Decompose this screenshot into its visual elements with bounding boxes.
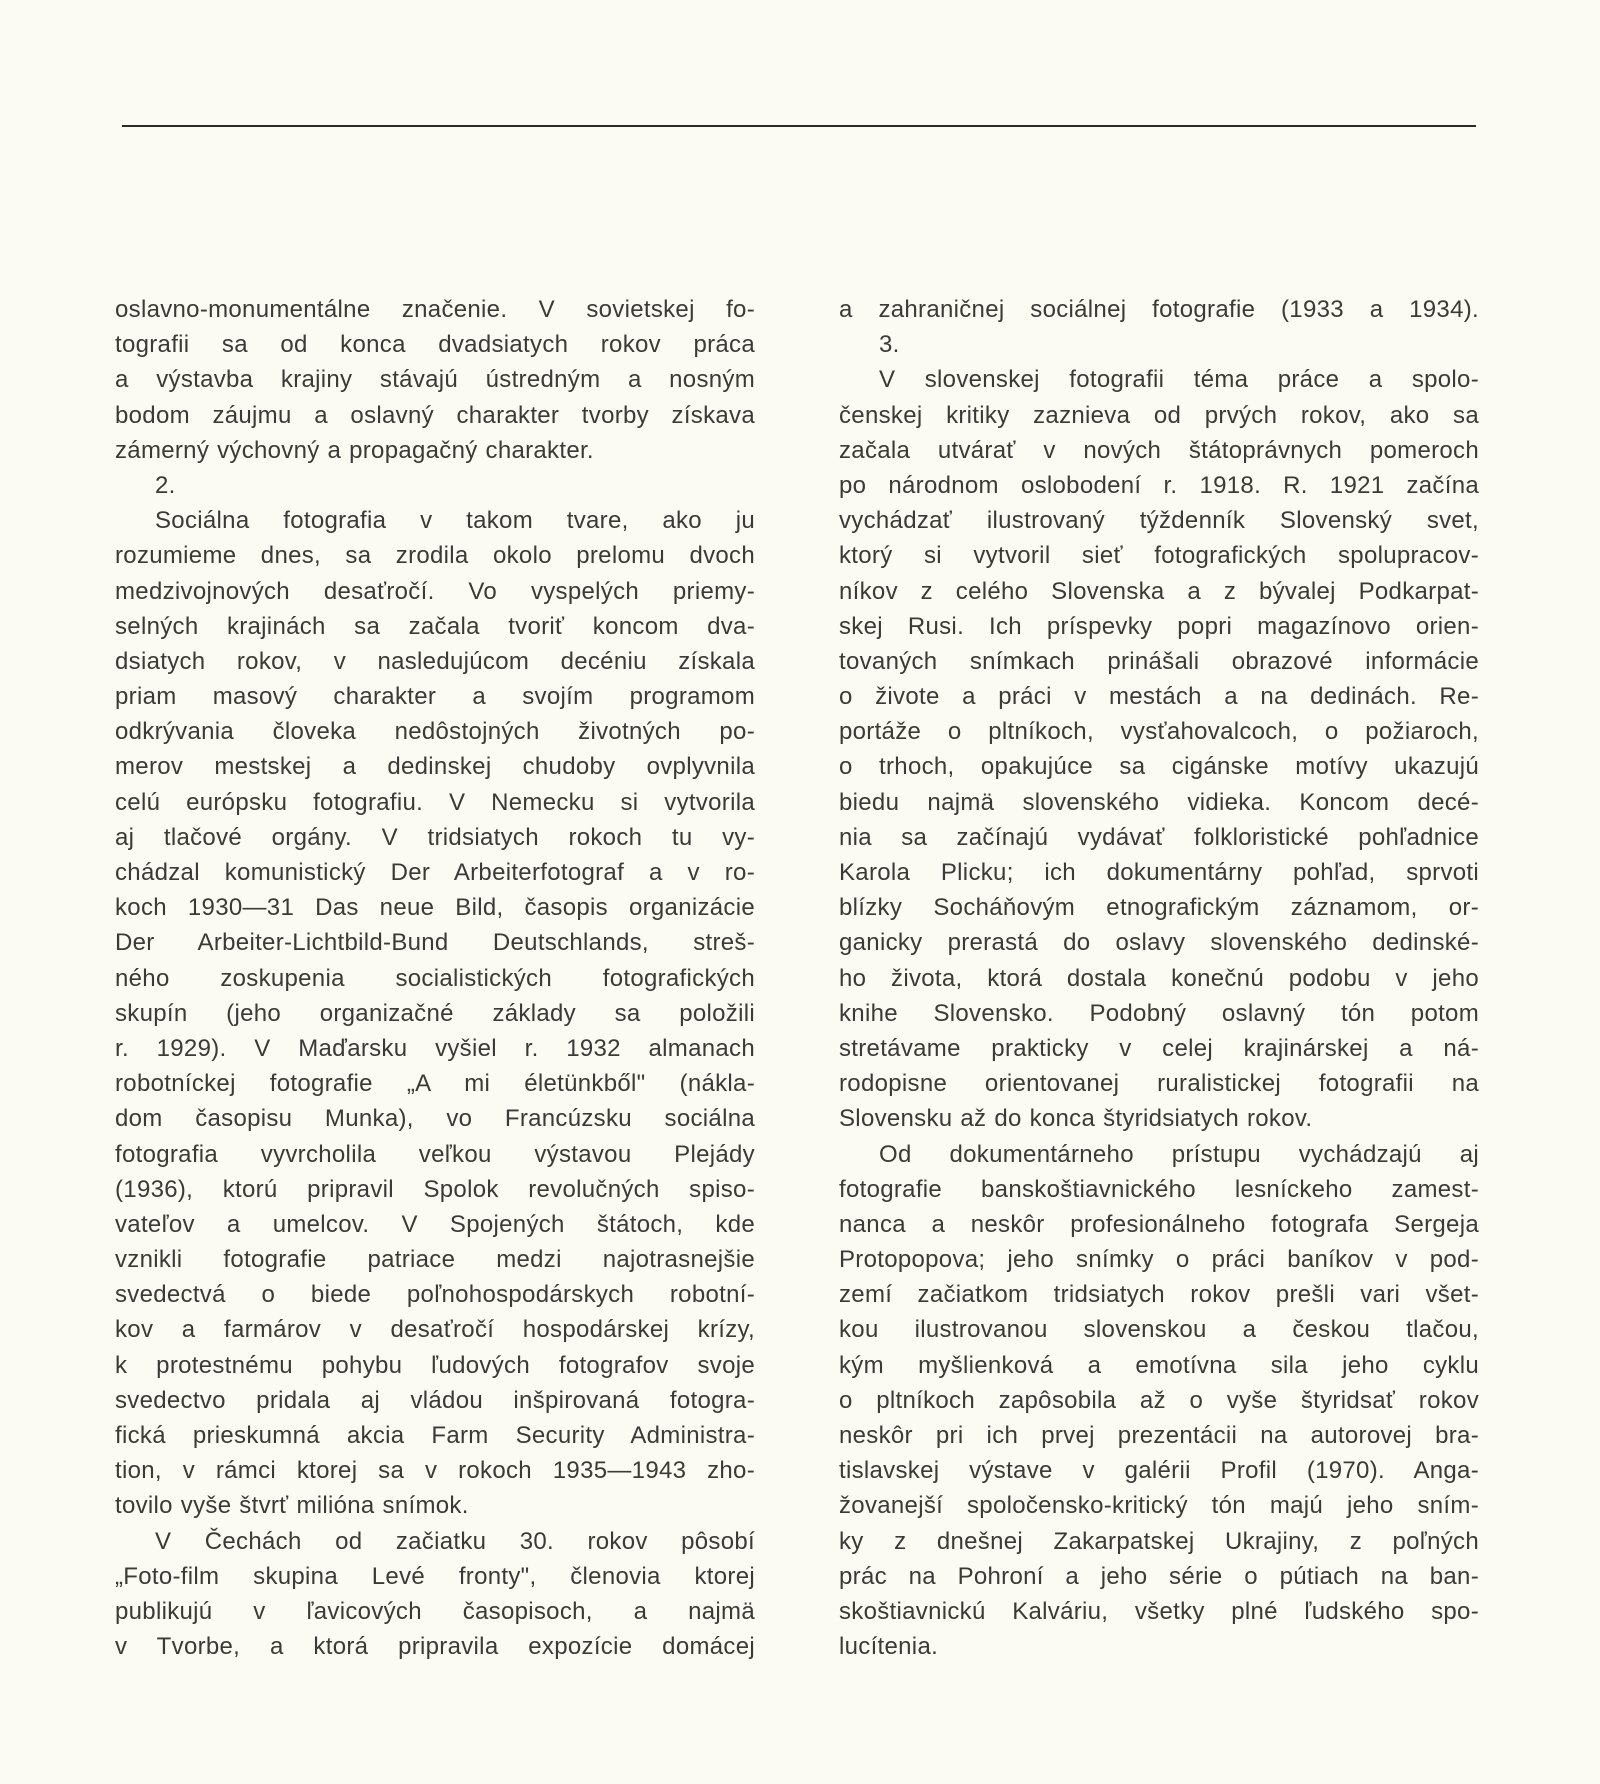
left-column-line: a výstavba krajiny stávajú ústredným a nosným <box>115 366 755 394</box>
left-column-line: odkrývania človeka nedôstojných životných po- <box>115 718 755 746</box>
right-column-line: lucítenia. <box>839 1633 939 1661</box>
right-column-line: začala utvárať v nových štátoprávnych pomeroch <box>839 436 1479 464</box>
right-column-line: rodopisne orientovanej ruralistickej fotografii na <box>839 1070 1479 1098</box>
left-column-line: publikujú v ľavicových časopisoch, a najmä <box>115 1597 755 1625</box>
right-column-line: nanca a neskôr profesionálneho fotografa Sergeja <box>839 1210 1479 1238</box>
left-column-line: „Foto-film skupina Levé fronty", členovia ktorej <box>115 1562 755 1590</box>
right-column-line: ho života, ktorá dostala konečnú podobu v jeho <box>839 964 1479 992</box>
right-text-column <box>839 292 1479 1664</box>
left-column-line: svedectvá o biede poľnohospodárskych robotní- <box>115 1281 755 1309</box>
left-column-line: celú európsku fotografiu. V Nemecku si vytvorila <box>115 788 755 816</box>
left-column-line: vznikli fotografie patriace medzi najotrasnejšie <box>115 1246 755 1274</box>
right-column-line: tovaných snímkach prinášali obrazové informácie <box>839 647 1479 675</box>
right-column-line: biedu najmä slovenského vidieka. Koncom decé- <box>839 788 1479 816</box>
header-rule <box>122 125 1476 127</box>
left-column-line: Der Arbeiter-Lichtbild-Bund Deutschlands, streš- <box>115 929 755 957</box>
left-column-line: tovilo vyše štvrť milióna snímok. <box>115 1492 469 1520</box>
left-column-line: selných krajinách sa začala tvoriť koncom dva- <box>115 612 755 640</box>
left-column-line: zámerný výchovný a propagačný charakter. <box>115 436 594 464</box>
left-column-line: Sociálna fotografia v takom tvare, ako ju <box>155 507 755 535</box>
left-column-line: merov mestskej a dedinskej chudoby ovplyvnila <box>115 753 755 781</box>
left-column-line: priam masový charakter a svojím programom <box>115 683 755 711</box>
right-column-line: skej Rusi. Ich príspevky popri magazínovo orien- <box>839 612 1479 640</box>
right-column-line: Karola Plicku; ich dokumentárny pohľad, sprvoti <box>839 859 1479 886</box>
left-column-line: v Tvorbe, a ktorá pripravila expozície domácej <box>115 1633 755 1661</box>
left-column-line: fická prieskumná akcia Farm Security Administra- <box>115 1422 755 1449</box>
left-column-line: aj tlačové orgány. V tridsiatych rokoch tu vy- <box>115 823 755 851</box>
right-column-line: a zahraničnej sociálnej fotografie (1933 a 1934). <box>839 296 1479 323</box>
right-column-line: o živote a práci v mestách a na dedinách. Re- <box>839 683 1479 711</box>
left-column-line: (1936), ktorú pripravil Spolok revolučných spiso- <box>115 1175 755 1203</box>
left-column-line: svedectvo pridala aj vládou inšpirovaná fotogra- <box>115 1386 755 1414</box>
right-column-line: nia sa začínajú vydávať folkloristické pohľadnice <box>839 823 1479 851</box>
left-column-line: robotníckej fotografie „A mi életünkből" (nákla- <box>115 1070 755 1098</box>
right-column-line: stretávame prakticky v celej krajinárskej a ná- <box>839 1034 1479 1062</box>
left-column-line: medzivojnových desaťročí. Vo vyspelých priemy- <box>115 577 755 605</box>
right-column-line: kým myšlienková a emotívna sila jeho cyklu <box>839 1351 1479 1379</box>
right-column-line: neskôr pri ich prvej prezentácii na autorovej bra- <box>839 1422 1479 1449</box>
right-column-line: o trhoch, opakujúce sa cigánske motívy ukazujú <box>839 753 1479 781</box>
right-column-line: kou ilustrovanou slovenskou a českou tlačou, <box>839 1316 1479 1344</box>
left-column-line: skupín (jeho organizačné základy sa položili <box>115 999 755 1027</box>
right-column-line: knihe Slovensko. Podobný oslavný tón potom <box>839 999 1479 1027</box>
left-column-line: fotografia vyvrcholila veľkou výstavou Plejády <box>115 1140 755 1168</box>
left-column-line: k protestnému pohybu ľudových fotografov svoje <box>115 1351 755 1379</box>
left-column-line: oslavno-monumentálne značenie. V sovietskej fo- <box>115 296 755 323</box>
right-column-line: čenskej kritiky zaznieva od prvých rokov, ako sa <box>839 401 1479 429</box>
left-column-line: dom časopisu Munka), vo Francúzsku sociálna <box>115 1105 755 1133</box>
left-column-line: koch 1930—31 Das neue Bild, časopis organizácie <box>115 894 755 922</box>
left-column-line: chádzal komunistický Der Arbeiterfotograf a v ro- <box>115 859 755 886</box>
right-column-line: níkov z celého Slovenska a z bývalej Podkarpat- <box>839 577 1479 605</box>
right-column-line: Slovensku až do konca štyridsiatych rokov. <box>839 1105 1313 1133</box>
left-column-line: rozumieme dnes, sa zrodila okolo prelomu dvoch <box>115 542 755 570</box>
right-column-line: V slovenskej fotografii téma práce a spolo- <box>879 366 1479 394</box>
left-column-line: vateľov a umelcov. V Spojených štátoch, kde <box>115 1210 755 1238</box>
left-column-line: tografii sa od konca dvadsiatych rokov práca <box>115 331 755 359</box>
right-column-line: tislavskej výstave v galérii Profil (1970). Anga- <box>839 1457 1479 1485</box>
right-column-line: vychádzať ilustrovaný týždenník Slovenský svet, <box>839 507 1479 535</box>
left-column-line: 2. <box>155 471 176 499</box>
left-column-line: V Čechách od začiatku 30. rokov pôsobí <box>155 1527 755 1555</box>
right-column-line: po národnom oslobodení r. 1918. R. 1921 začína <box>839 471 1479 499</box>
right-column-line: prác na Pohroní a jeho série o pútiach na ban- <box>839 1562 1479 1590</box>
right-column-line: 3. <box>879 331 900 359</box>
right-column-line: portáže o pltníkoch, vysťahovalcoch, o požiaroch, <box>839 718 1479 746</box>
right-column-line: Od dokumentárneho prístupu vychádzajú aj <box>879 1140 1479 1168</box>
left-column-line: ného zoskupenia socialistických fotografických <box>115 964 755 992</box>
right-column-line: fotografie banskoštiavnického lesníckeho zamest- <box>839 1175 1479 1203</box>
left-column-line: bodom záujmu a oslavný charakter tvorby získava <box>115 401 755 429</box>
right-column-line: ky z dnešnej Zakarpatskej Ukrajiny, z poľných <box>839 1527 1479 1555</box>
left-column-line: tion, v rámci ktorej sa v rokoch 1935—1943 zho- <box>115 1457 755 1485</box>
right-column-line: zemí začiatkom tridsiatych rokov prešli vari všet- <box>839 1281 1479 1309</box>
right-column-line: skoštiavnickú Kalváriu, všetky plné ľudského spo- <box>839 1597 1479 1625</box>
right-column-line: blízky Socháňovým etnografickým záznamom, or- <box>839 894 1479 922</box>
right-column-line: o pltníkoch zapôsobila až o vyše štyridsať rokov <box>839 1386 1479 1414</box>
left-column-line: dsiatych rokov, v nasledujúcom decéniu získala <box>115 647 755 675</box>
right-column-line: ganicky prerastá do oslavy slovenského dedinské- <box>839 929 1479 957</box>
right-column-line: ktorý si vytvoril sieť fotografických spolupracov- <box>839 542 1479 570</box>
left-column-line: r. 1929). V Maďarsku vyšiel r. 1932 almanach <box>115 1034 755 1062</box>
right-column-line: žovanejší spoločensko-kritický tón majú jeho sním- <box>839 1492 1479 1520</box>
right-column-line: Protopopova; jeho snímky o práci baníkov v pod- <box>839 1246 1479 1274</box>
left-column-line: kov a farmárov v desaťročí hospodárskej krízy, <box>115 1316 755 1344</box>
left-text-column <box>115 292 755 1664</box>
